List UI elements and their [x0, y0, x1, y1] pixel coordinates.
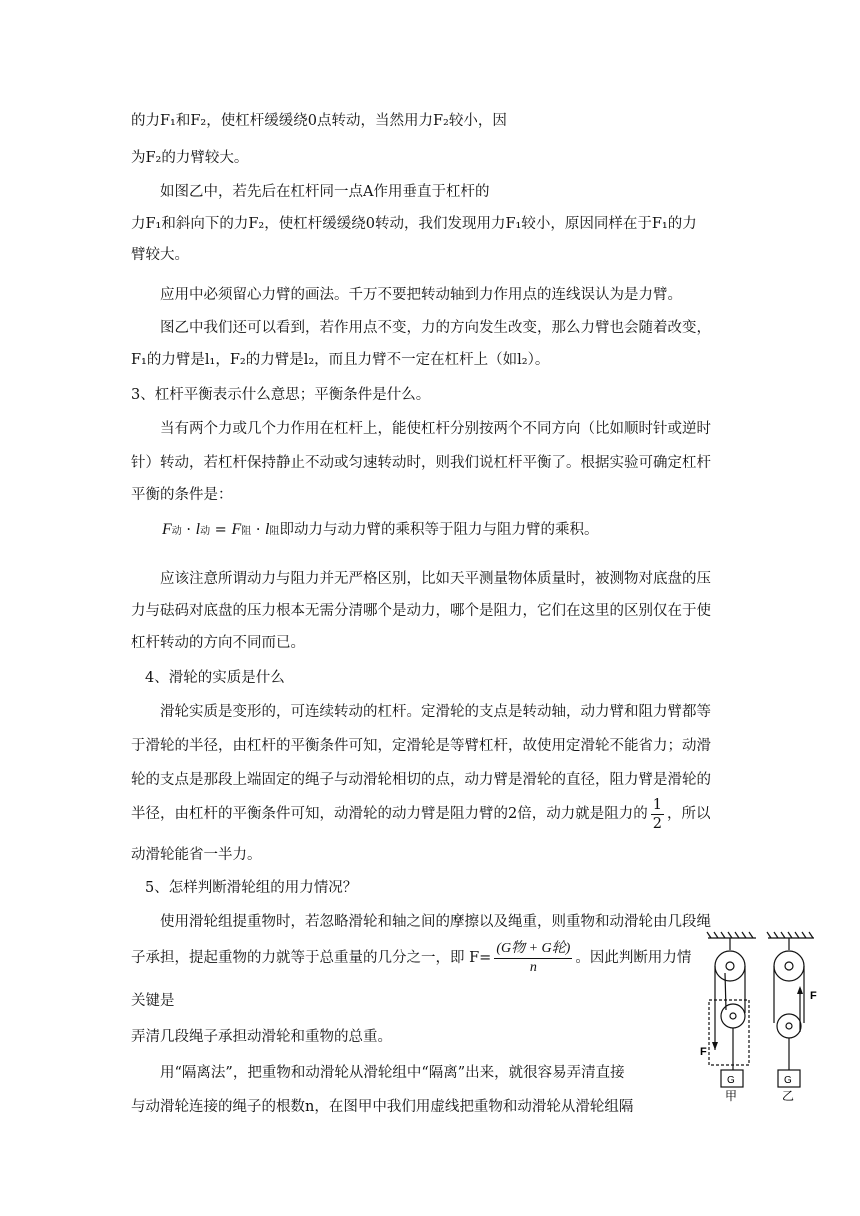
- caption-yi: 乙: [782, 1089, 795, 1103]
- text-line: 图乙中我们还可以看到，若作用点不变，力的方向发生改变，那么力臂也会随着改变，: [160, 320, 711, 336]
- force-label-yi: F: [810, 990, 817, 1002]
- text-line: 用“隔离法”，把重物和动滑轮从滑轮组中“隔离”出来，就很容易弄清直接: [160, 1065, 625, 1081]
- caption-jia: 甲: [725, 1089, 738, 1103]
- pulley-jia: [707, 932, 756, 1087]
- text-line: 于滑轮的半径，由杠杆的平衡条件可知，定滑轮是等臂杠杆，故使用定滑轮不能省力；动滑: [131, 738, 711, 754]
- text-line: 关键是: [131, 993, 175, 1009]
- arrow-up-icon: [797, 986, 803, 994]
- text-line: 轮的支点是那段上端固定的绳子与动滑轮相切的点，动力臂是滑轮的直径，阻力臂是滑轮的: [131, 772, 711, 788]
- balance-formula: F动 · l动 = F阻 · l阻即动力与动力臂的乘积等于阻力与阻力臂的乘积。: [162, 521, 599, 538]
- text-line: F₁的力臂是l₁，F₂的力臂是l₂，而且力臂不一定在杠杆上（如l₂）。: [131, 352, 550, 368]
- section-heading: 5、怎样判断滑轮组的用力情况？: [145, 880, 358, 896]
- text-line: 当有两个力或几个力作用在杠杆上，能使杠杆分别按两个不同方向（比如顺时针或逆时: [160, 421, 711, 437]
- weight-label-yi: G: [784, 1075, 792, 1086]
- text-line: 针）转动，若杠杆保持静止不动或匀速转动时，则我们说杠杆平衡了。根据实验可确定杠杆: [131, 455, 711, 471]
- arrow-down-icon: [712, 1042, 718, 1050]
- half-fraction: $\frac{1}{2}$: [652, 796, 662, 832]
- pulley-yi: [767, 932, 814, 1087]
- text-line: 与动滑轮连接的绳子的根数n，在图甲中我们用虚线把重物和动滑轮从滑轮组隔: [131, 1099, 634, 1115]
- section-heading: 4、滑轮的实质是什么: [145, 670, 285, 686]
- text-line: 滑轮实质是变形的，可连续转动的杠杆。定滑轮的支点是转动轴，动力臂和阻力臂都等: [160, 704, 711, 720]
- force-label-jia: F: [700, 1046, 707, 1058]
- text-line: 杠杆转动的方向不同而已。: [131, 635, 305, 651]
- section-heading: 3、杠杆平衡表示什么意思；平衡条件是什么。: [131, 387, 431, 403]
- text-line: 平衡的条件是：: [131, 487, 233, 503]
- text-line: 如图乙中，若先后在杠杆同一点A作用垂直于杠杆的: [160, 184, 490, 200]
- text-line: 弄清几段绳子承担动滑轮和重物的总重。: [131, 1029, 392, 1045]
- text-line: 臂较大。: [131, 247, 189, 263]
- text-line: 动滑轮能省一半力。: [131, 847, 262, 863]
- text-line: 使用滑轮组提重物时，若忽略滑轮和轴之间的摩擦以及绳重，则重物和动滑轮由几段绳: [160, 914, 711, 930]
- text-line: 力F₁和斜向下的力F₂，使杠杆缓缓绕0转动，我们发现用力F₁较小，原因同样在于F₁的力: [131, 216, 697, 232]
- formula-text: 即动力与动力臂的乘积等于阻力与阻力臂的乘积。: [279, 522, 599, 538]
- text-line: 应用中必须留心力臂的画法。千万不要把转动轴到力作用点的连线误认为是力臂。: [160, 287, 682, 303]
- weight-label-jia: G: [727, 1075, 735, 1086]
- text-line: 应该注意所谓动力与阻力并无严格区别，比如天平测量物体质量时，被测物对底盘的压: [160, 571, 711, 587]
- text-line: 为F₂的力臂较大。: [131, 150, 249, 166]
- text-line: 的力F₁和F₂，使杠杆缓缓绕0点转动，当然用力F₂较小，因: [131, 113, 507, 129]
- text-line: 子承担，提起重物的力就等于总重量的几分之一，即 F= $\frac{\text{(G物 + G轮)}}{n}$ 。因此判断用力情: [131, 940, 692, 975]
- text-line: 力与砝码对底盘的压力根本无需分清哪个是动力，哪个是阻力，它们在这里的区别仅在于使: [131, 603, 711, 619]
- pulley-figure: [696, 928, 836, 1103]
- total-weight-fraction: $\frac{\text{(G物 + G轮)}}{n}$: [496, 940, 571, 975]
- text-line: 半径，由杠杆的平衡条件可知，动滑轮的动力臂是阻力臂的2倍，动力就是阻力的 $\frac{1}{2}$ ，所以: [131, 796, 711, 832]
